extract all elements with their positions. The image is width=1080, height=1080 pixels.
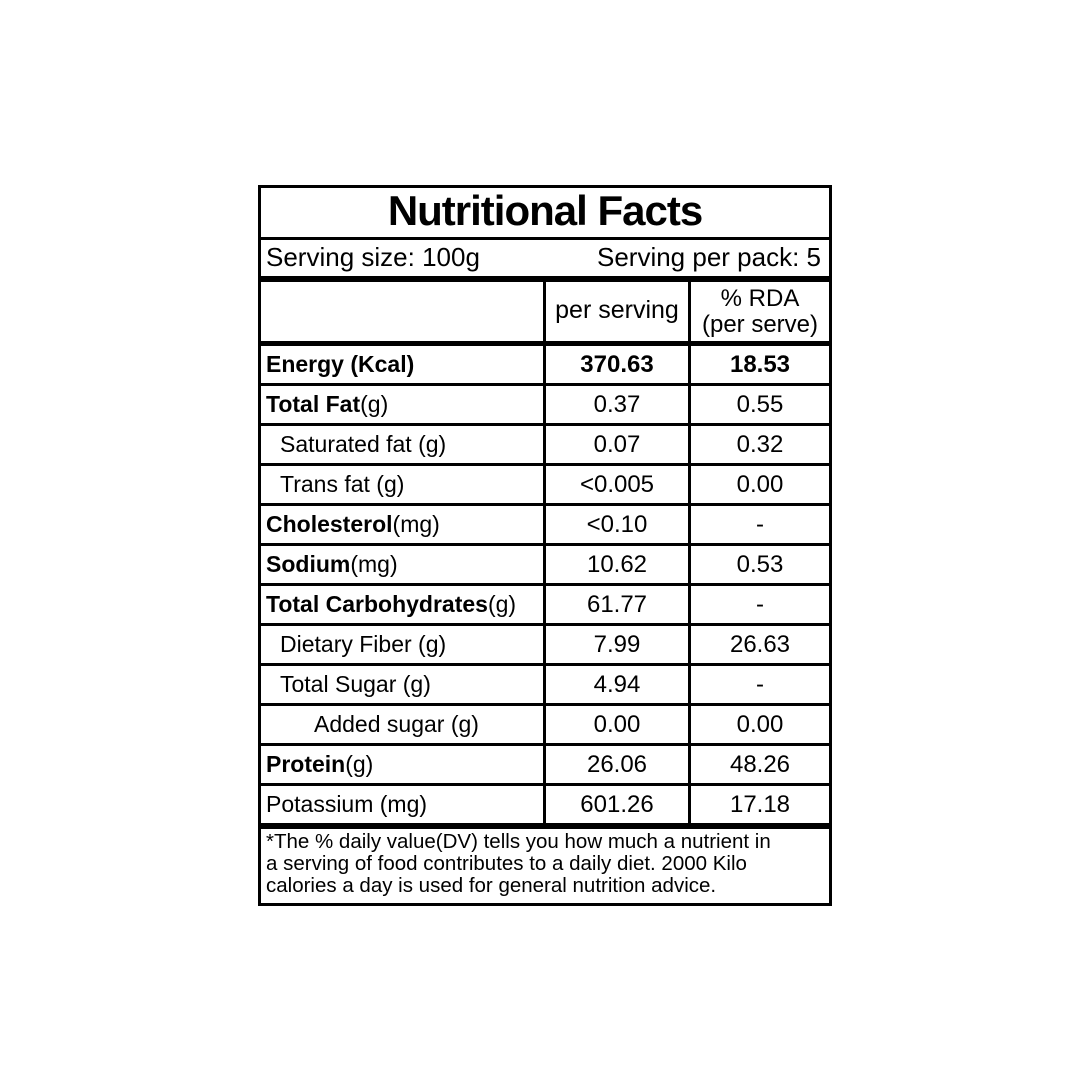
per-serving-value: <0.10: [543, 506, 688, 543]
serving-size-label: Serving size: 100g: [266, 241, 480, 272]
nutrient-label: Sodium (mg): [266, 551, 398, 577]
nutrient-label: Energy (Kcal): [266, 351, 415, 377]
per-serving-column-header: per serving: [543, 282, 688, 341]
rows-container: [261, 341, 829, 823]
nutrient-label: Cholesterol (mg): [266, 511, 440, 537]
nutrient-row: [261, 423, 829, 463]
nutrient-row: [261, 503, 829, 543]
nutrient-label: Added sugar (g): [314, 711, 479, 737]
per-serving-value: 10.62: [543, 546, 688, 583]
footnote-line: calories a day is used for general nutrition advice.: [266, 874, 717, 897]
per-serving-value: 0.07: [543, 426, 688, 463]
nutrient-row: [261, 623, 829, 663]
nutrient-row: [261, 703, 829, 743]
rda-value: 0.00: [688, 706, 829, 743]
nutrient-column-header: [261, 282, 543, 341]
per-serving-value: 601.26: [543, 786, 688, 823]
rda-value: 0.53: [688, 546, 829, 583]
nutrient-label: Trans fat (g): [280, 471, 405, 497]
nutrient-label: Total Sugar (g): [280, 671, 431, 697]
nutrient-row: [261, 663, 829, 703]
nutrient-label: Protein (g): [266, 751, 374, 777]
per-serving-value: 26.06: [543, 746, 688, 783]
nutrient-label: Total Carbohydrates (g): [266, 591, 517, 617]
table-title-row: [261, 188, 829, 237]
table-title: Nutritional Facts: [387, 187, 703, 234]
serving-per-pack-label: Serving per pack: 5: [596, 241, 821, 272]
per-serving-value: <0.005: [543, 466, 688, 503]
rda-header-line1: % RDA: [720, 284, 800, 312]
rda-value: -: [688, 506, 829, 543]
rda-value: 0.00: [688, 466, 829, 503]
nutrient-label: Dietary Fiber (g): [280, 631, 447, 657]
rda-value: 17.18: [688, 786, 829, 823]
nutrition-facts-table: [258, 185, 832, 906]
nutrient-label: Saturated fat (g): [280, 431, 447, 457]
rda-value: 26.63: [688, 626, 829, 663]
rda-value: 0.32: [688, 426, 829, 463]
nutrient-row: [261, 383, 829, 423]
rda-value: 18.53: [688, 346, 829, 383]
footnote-line: a serving of food contributes to a daily diet. 2000 Kilo: [266, 852, 747, 875]
per-serving-value: 7.99: [543, 626, 688, 663]
per-serving-value: 61.77: [543, 586, 688, 623]
rda-column-header: [688, 282, 829, 341]
nutrient-row: [261, 583, 829, 623]
rda-value: -: [688, 666, 829, 703]
column-header-row: [261, 276, 829, 341]
nutrient-row: [261, 543, 829, 583]
rda-value: 48.26: [688, 746, 829, 783]
footnote-line: *The % daily value(DV) tells you how much a nutrient in: [266, 830, 771, 853]
rda-value: 0.55: [688, 386, 829, 423]
nutrient-row: [261, 341, 829, 383]
nutrient-row: [261, 783, 829, 823]
daily-value-footnote: [261, 823, 829, 903]
per-serving-value: 0.00: [543, 706, 688, 743]
nutrient-label: Potassium (mg): [266, 791, 428, 817]
rda-header-line2: (per serve): [701, 310, 819, 338]
serving-info-row: [261, 237, 829, 276]
nutrient-row: [261, 463, 829, 503]
per-serving-value: 4.94: [543, 666, 688, 703]
rda-value: -: [688, 586, 829, 623]
nutrient-row: [261, 743, 829, 783]
per-serving-value: 370.63: [543, 346, 688, 383]
per-serving-value: 0.37: [543, 386, 688, 423]
nutrient-label: Total Fat (g): [266, 391, 389, 417]
